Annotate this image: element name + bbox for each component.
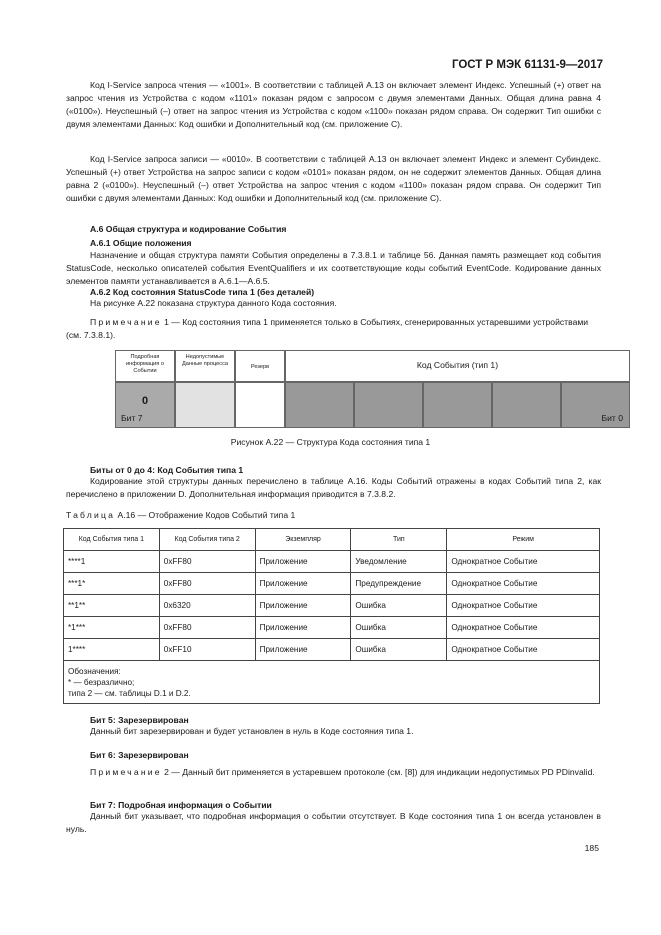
bit7-value: 0 [141,395,149,407]
note-2-text: 2 — Данный бит применяется в устаревшем протоколе (см. [8]) для индикации недопустимых PD PDinvalid. [161,767,595,777]
heading-a6: А.6 Общая структура и кодирование События [90,224,287,234]
bit3-cell [354,382,423,428]
column-header: Режим [447,529,600,551]
table-cell: 0x6320 [159,595,255,617]
table-caption [66,510,295,520]
label-invalid: Недопустимые Данные процесса [182,354,228,367]
paragraph-bit5: Данный бит зарезервирован и будет установлен в нуль в Коде состояния типа 1. [90,726,414,736]
label-cell-detail [115,350,175,382]
table-cell: Предупреждение [351,573,447,595]
table-legend [64,661,600,704]
heading-a61: А.6.1 Общие положения [90,238,192,248]
table-row [64,573,600,595]
table-cell: 0xFF80 [159,551,255,573]
table-cell: Приложение [255,595,351,617]
bit1-cell [492,382,561,428]
table-cell: ****1 [64,551,160,573]
label-cell-reserve [235,350,285,382]
legend-line: * — безразлично; [68,678,135,687]
label-cell-event [285,350,630,382]
table-caption-label: Таблица [66,510,116,520]
paragraph-read-request: Код I-Service запроса чтения — «1001». В соответствии с таблицей А.13 он включает элемент Индекс. Успешный (+) ответ на запрос чтения из Устройства с кодом «1101» показан рядом с запросом с двумя элементами Данных. Общая длина равна 4 («0100»). Неуспешный (–) ответ на запрос чтения из Устройства с кодом «1100» показан рядом справа. Он содержит Тип ошибки с двумя элементами Данных: Код ошибки и Дополнительный код (см. приложение С). [66,80,601,129]
note-2-label: Примечание [90,767,162,777]
paragraph-bits-0-4: Кодирование этой структуры данных перечислено в таблице А.16. Коды Событий отражены в кодах Событий типа 2, как перечислено в приложении D. Дополнительная информация приводится в 7.3.8.2. [66,476,601,499]
column-header: Экземпляр [255,529,351,551]
heading-bit6: Бит 6: Зарезервирован [90,750,189,760]
bit7-cell [115,382,175,428]
label-cell-invalid [175,350,235,382]
bit0-cell [561,382,630,428]
note-1-label: Примечание [90,317,162,327]
table-cell: Однократное Событие [447,551,600,573]
standard-header: ГОСТ Р МЭК 61131-9—2017 [451,59,603,71]
table-cell: ***1* [64,573,160,595]
table-cell: 0xFF80 [159,617,255,639]
bit6-cell [175,382,235,428]
bit7-label: Бит 7 [121,413,143,423]
table-cell: Ошибка [351,595,447,617]
heading-bits-0-4: Биты от 0 до 4: Код События типа 1 [90,465,244,475]
heading-bit7: Бит 7: Подробная информация о Событии [90,800,272,810]
note-2 [66,766,601,779]
table-row [64,595,600,617]
label-detail: Подробная информация о Событии [125,354,165,374]
bit4-cell [285,382,354,428]
table-cell: Приложение [255,551,351,573]
table-cell: Однократное Событие [447,639,600,661]
paragraph-figure-ref: На рисунке А.22 показана структура данного Кода состояния. [90,298,337,308]
label-event-code: Код События (тип 1) [416,360,499,370]
table-cell: **1** [64,595,160,617]
table-row [64,551,600,573]
bit5-cell [235,382,285,428]
table-header-row [64,529,600,551]
heading-a62: А.6.2 Код состояния StatusCode типа 1 (без деталей) [90,287,315,297]
table-cell: 1**** [64,639,160,661]
status-code-figure [115,350,630,428]
label-reserve: Резерв [250,364,270,370]
table-cell: Ошибка [351,639,447,661]
table-cell: 0xFF10 [159,639,255,661]
column-header: Код События типа 2 [159,529,255,551]
paragraph-event-memory: Назначение и общая структура памяти События определены в 7.3.8.1 и таблице 56. Данная память размещает код события StatusCode, несколько описателей события EventQualifiers и их соответствующие коды событий EventCode. Кодирование данных элементов памяти устанавливается в А.6.1—А.6.5. [66,250,601,286]
table-cell: 0xFF80 [159,573,255,595]
table-cell: *1*** [64,617,160,639]
table-cell: Однократное Событие [447,595,600,617]
page-number: 185 [584,843,599,853]
column-header: Код События типа 1 [64,529,160,551]
heading-bit5: Бит 5: Зарезервирован [90,715,189,725]
figure-caption: Рисунок А.22 — Структура Кода состояния типа 1 [230,437,431,447]
table-row [64,639,600,661]
bit0-label: Бит 0 [601,413,623,423]
paragraph-write-request: Код I-Service запроса записи — «0010». В соответствии с таблицей А.13 он включает элемент Индекс и элемент Субиндекс. Успешный (+) ответ Устройства на запрос записи с кодом «0101» показан рядом, он не содержит элементов Данных. Общая длина равна 2 («0100»). Неуспешный (–) ответ Устройства на запрос чтения с кодом «1100» показан рядом справа. Он содержит Тип ошибки с двумя элементами Данных: Код ошибки и Дополнительный код (см. приложение С). [66,154,601,203]
note-1-text: 1 — Код состояния типа 1 применяется только в Событиях, сгенерированных устаревшими устройствами (см. 7.3.8.1). [66,317,589,340]
table-cell: Уведомление [351,551,447,573]
legend-line: типа 2 — см. таблицы D.1 и D.2. [68,689,191,698]
note-1 [66,316,601,342]
table-caption-text: А.16 — Отображение Кодов Событий типа 1 [115,510,296,520]
table-cell: Однократное Событие [447,617,600,639]
legend-line: Обозначения: [68,667,121,676]
paragraph-bit7: Данный бит указывает, что подробная информация о событии отсутствует. В Коде состояния типа 1 он всегда установлен в нуль. [66,811,601,834]
table-legend-row [64,661,600,704]
table-row [64,617,600,639]
column-header: Тип [351,529,447,551]
table-cell: Приложение [255,573,351,595]
table-cell: Ошибка [351,617,447,639]
bit2-cell [423,382,492,428]
table-cell: Однократное Событие [447,573,600,595]
table-cell: Приложение [255,617,351,639]
event-code-table [63,528,600,704]
table-cell: Приложение [255,639,351,661]
